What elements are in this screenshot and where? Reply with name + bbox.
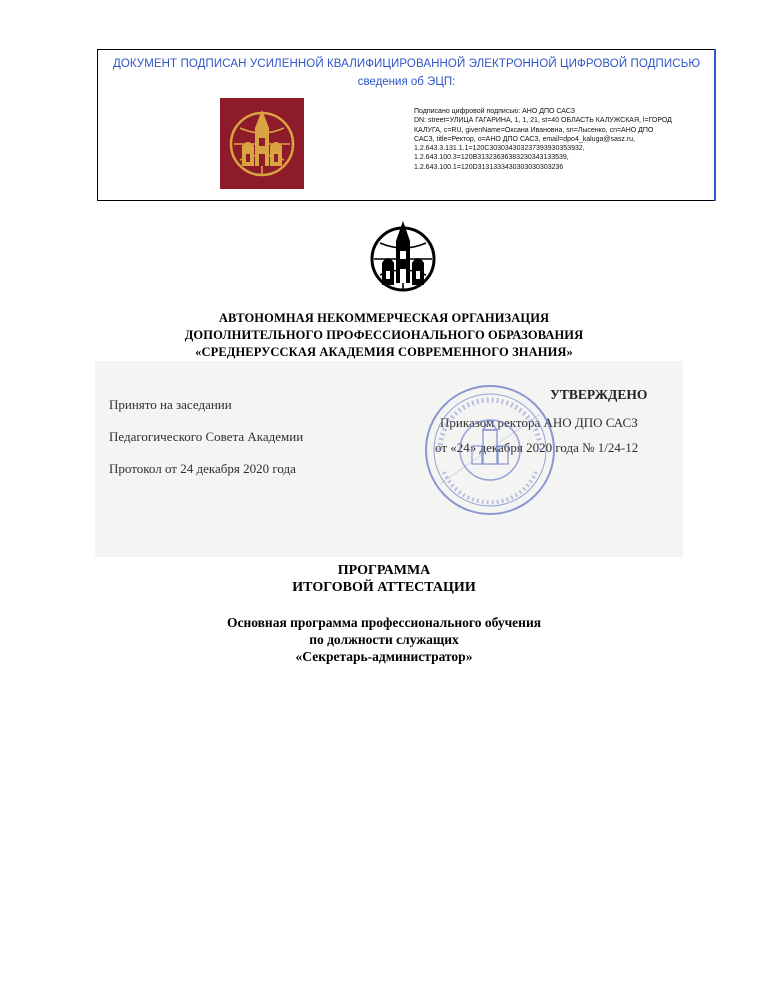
signature-details	[414, 107, 710, 172]
org-name-line3: «СРЕДНЕРУССКАЯ АКАДЕМИЯ СОВРЕМЕННОГО ЗНАНИЯ»	[195, 345, 573, 359]
org-name-line1: АВТОНОМНАЯ НЕКОММЕРЧЕСКАЯ ОРГАНИЗАЦИЯ	[218, 311, 550, 325]
approval-left-line1: Принято на заседании	[109, 397, 232, 412]
signature-line: 1.2.643.100.1=120D3131333430303030303236	[414, 163, 564, 171]
program-title-line2: ИТОГОВОЙ АТТЕСТАЦИИ	[292, 580, 476, 595]
org-name-line2: ДОПОЛНИТЕЛЬНОГО ПРОФЕССИОНАЛЬНОГО ОБРАЗОВАНИЯ	[184, 328, 584, 342]
signature-line: 1.2.643.100.3=120B31323636383230343133539,	[414, 154, 569, 162]
signature-line: САСЗ, title=Ректор, o=АНО ДПО САСЗ, email=dpo4_kaluga@sasz.ru,	[414, 135, 635, 143]
approval-right-line2: от «24» декабря 2020 года № 1/24-12	[435, 440, 639, 455]
program-description-line3: «Секретарь-администратор»	[295, 649, 473, 664]
program-title-line1: ПРОГРАММА	[337, 563, 431, 578]
program-description-line2: по должности служащих	[309, 632, 459, 647]
approval-heading: УТВЕРЖДЕНО	[550, 387, 648, 402]
signature-box	[97, 49, 716, 201]
program-description-line1: Основная программа профессионального обучения	[226, 615, 542, 630]
academy-emblem-icon	[368, 219, 438, 297]
signature-line: Подписано цифровой подписью: АНО ДПО САСЗ	[414, 108, 576, 115]
approval-left-line3: Протокол от 24 декабря 2020 года	[109, 461, 296, 476]
approval-right-line1: Приказом ректора АНО ДПО САСЗ	[440, 415, 638, 430]
approval-left-line2: Педагогического Совета Академии	[109, 429, 304, 444]
signature-line: DN: street=УЛИЦА ГАГАРИНА, 1, 1, 21, st=40 ОБЛАСТЬ КАЛУЖСКАЯ, l=ГОРОД	[414, 117, 672, 125]
signature-line: 1.2.643.3.131.1.1=120C303034303237393930353932,	[414, 145, 585, 153]
signature-title: ДОКУМЕНТ ПОДПИСАН УСИЛЕННОЙ КВАЛИФИЦИРОВАННОЙ ЭЛЕКТРОННОЙ ЦИФРОВОЙ ПОДПИСЬЮ	[112, 58, 701, 70]
official-seal-stamp	[420, 376, 560, 524]
signature-line: КАЛУГА, c=RU, givenName=Оксана Ивановна, sn=Лысенко, cn=АНО ДПО	[414, 126, 654, 134]
signature-subtitle: сведения об ЭЦП:	[357, 76, 456, 88]
signature-accent-border	[714, 49, 716, 201]
approval-scan	[95, 361, 683, 557]
academy-logo-icon	[220, 98, 304, 189]
